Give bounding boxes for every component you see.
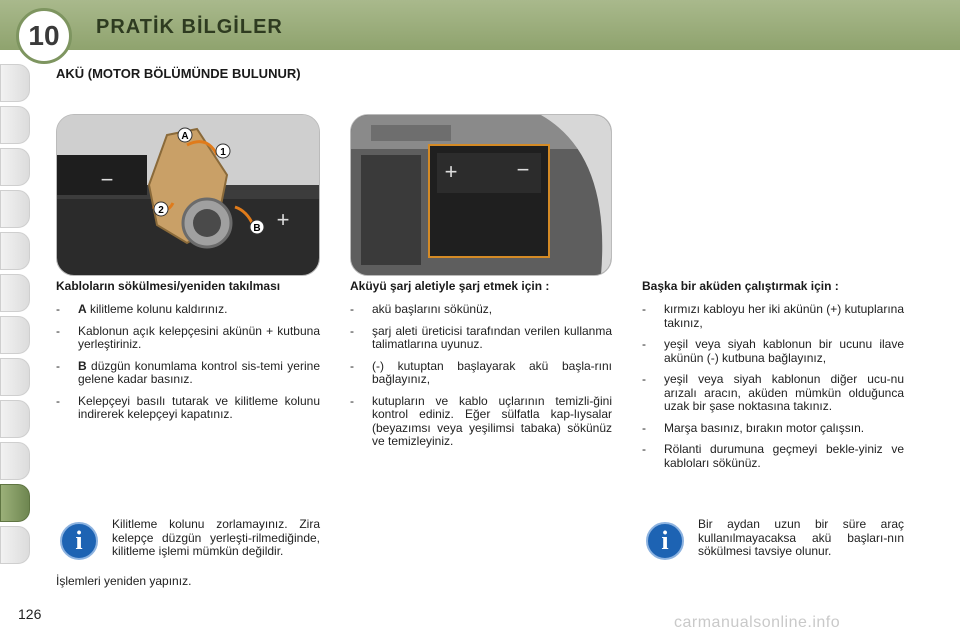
- note-left: Kilitleme kolunu zorlamayınız. Zira kelepçe düzgün yerleşti-rilmediğinde, kilitleme işlemi mümkün değildir.: [112, 517, 320, 558]
- list-item: [642, 373, 904, 414]
- info-icon: i: [60, 522, 98, 560]
- item-text: yeşil veya siyah kablonun bir ucunu ilave akünün (-) kutbuna bağlayınız,: [664, 337, 904, 365]
- list-item: [56, 303, 320, 317]
- list-item: [642, 303, 904, 330]
- dash: -: [642, 337, 646, 351]
- list-item: [350, 303, 612, 317]
- item-text: düzgün konumlama kontrol sis-temi yerine gelene kadar basınız.: [78, 358, 320, 386]
- item-text: (-) kutuptan başlayarak akü başla-rını bağlayınız,: [372, 358, 612, 386]
- list-item: [350, 360, 612, 387]
- side-tab-7[interactable]: [0, 316, 30, 354]
- list-item: [642, 338, 904, 365]
- label-b: B: [253, 223, 261, 234]
- item-text: kutupların ve kablo uçlarının temizli-ğini kontrol ediniz. Eğer sülfatla kap-lıysalar (beyazımsı veya yeşilimsi tabaka) sökünüz ve temizleyiniz.: [372, 393, 612, 448]
- side-tab-8[interactable]: [0, 358, 30, 396]
- battery-clamp-illustration: [57, 115, 319, 275]
- minus-sign: −: [516, 157, 530, 182]
- item-text: kırmızı kabloyu her iki akünün (+) kutuplarına takınız,: [664, 302, 904, 330]
- list-item: [350, 395, 612, 449]
- note-right: Bir aydan uzun bir süre araç kullanılmayacaksa akü başları-nın sökülmesi tavsiye olunur.: [698, 517, 904, 558]
- dash: -: [350, 323, 354, 338]
- dash: -: [56, 393, 60, 408]
- label-1: 1: [220, 147, 226, 158]
- plus-sign: +: [444, 159, 458, 184]
- list-item: [56, 395, 320, 422]
- item-text: Kablonun açık kelepçesini akünün + kutbuna yerleştiriniz.: [78, 323, 320, 351]
- list-item: [56, 325, 320, 352]
- remove-cables-section: [56, 280, 320, 430]
- chapter-title: PRATİK BİLGİLER: [96, 16, 283, 38]
- jump-start-section: [642, 280, 904, 478]
- marker-b: B: [78, 358, 87, 373]
- list-item: [642, 422, 904, 436]
- watermark: carmanualsonline.info: [674, 614, 841, 631]
- item-text: Rölanti durumuna geçmeyi bekle-yiniz ve kabloları sökünüz.: [664, 442, 904, 470]
- list-item: [56, 360, 320, 387]
- jump-start-heading: Başka bir aküden çalıştırmak için :: [642, 279, 839, 293]
- dash: -: [350, 393, 354, 408]
- info-icon: i: [646, 522, 684, 560]
- side-tab-1[interactable]: [0, 64, 30, 102]
- battery-clamp-photo: [56, 114, 320, 276]
- side-tab-3[interactable]: [0, 148, 30, 186]
- side-tab-active[interactable]: [0, 484, 30, 522]
- side-tab-5[interactable]: [0, 232, 30, 270]
- label-a: A: [181, 131, 189, 142]
- dash: -: [350, 302, 354, 316]
- side-tabs: [0, 64, 32, 576]
- item-text: Marşa basınız, bırakın motor çalışsın.: [664, 420, 865, 435]
- charge-heading: Aküyü şarj aletiyle şarj etmek için :: [350, 279, 550, 293]
- dash: -: [642, 372, 646, 386]
- item-text: akü başlarını sökünüz,: [372, 302, 493, 316]
- dash: -: [56, 302, 67, 316]
- engine-bay-illustration: [351, 115, 611, 275]
- item-text: şarj aleti üreticisi tarafından verilen kullanma talimatlarına uyunuz.: [372, 323, 612, 351]
- item-text: Kelepçeyi basılı tutarak ve kilitleme kolunu indirerek kelepçeyi kapatınız.: [78, 393, 320, 421]
- side-tab-2[interactable]: [0, 106, 30, 144]
- list-item: [642, 443, 904, 470]
- section-title: AKÜ (MOTOR BÖLÜMÜNDE BULUNUR): [56, 66, 301, 81]
- battery-engine-bay-photo: [350, 114, 612, 276]
- plus-sign: +: [276, 207, 290, 232]
- side-tab-10[interactable]: [0, 442, 30, 480]
- side-tab-12[interactable]: [0, 526, 30, 564]
- chapter-number: 10: [16, 8, 72, 64]
- label-2: 2: [158, 205, 164, 216]
- item-text: yeşil veya siyah kablonun diğer ucu-nu arızalı aracın, aküden mümkün olduğunca uzak bir şase noktasına takınız.: [664, 372, 904, 413]
- minus-sign: −: [100, 167, 114, 192]
- dash: -: [350, 358, 354, 373]
- charge-section: [350, 280, 612, 457]
- page-number: 126: [18, 606, 42, 622]
- remove-cables-heading: Kabloların sökülmesi/yeniden takılması: [56, 279, 281, 293]
- side-tab-9[interactable]: [0, 400, 30, 438]
- dash: -: [56, 323, 60, 338]
- list-item: [350, 325, 612, 352]
- dash: -: [642, 302, 646, 316]
- dash: -: [642, 420, 646, 435]
- side-tab-4[interactable]: [0, 190, 30, 228]
- item-text: kilitleme kolunu kaldırınız.: [86, 302, 228, 316]
- marker-a: A: [78, 302, 87, 316]
- dash: -: [56, 358, 60, 373]
- dash: -: [642, 442, 646, 456]
- side-tab-6[interactable]: [0, 274, 30, 312]
- note-left-after: İşlemleri yeniden yapınız.: [56, 574, 192, 588]
